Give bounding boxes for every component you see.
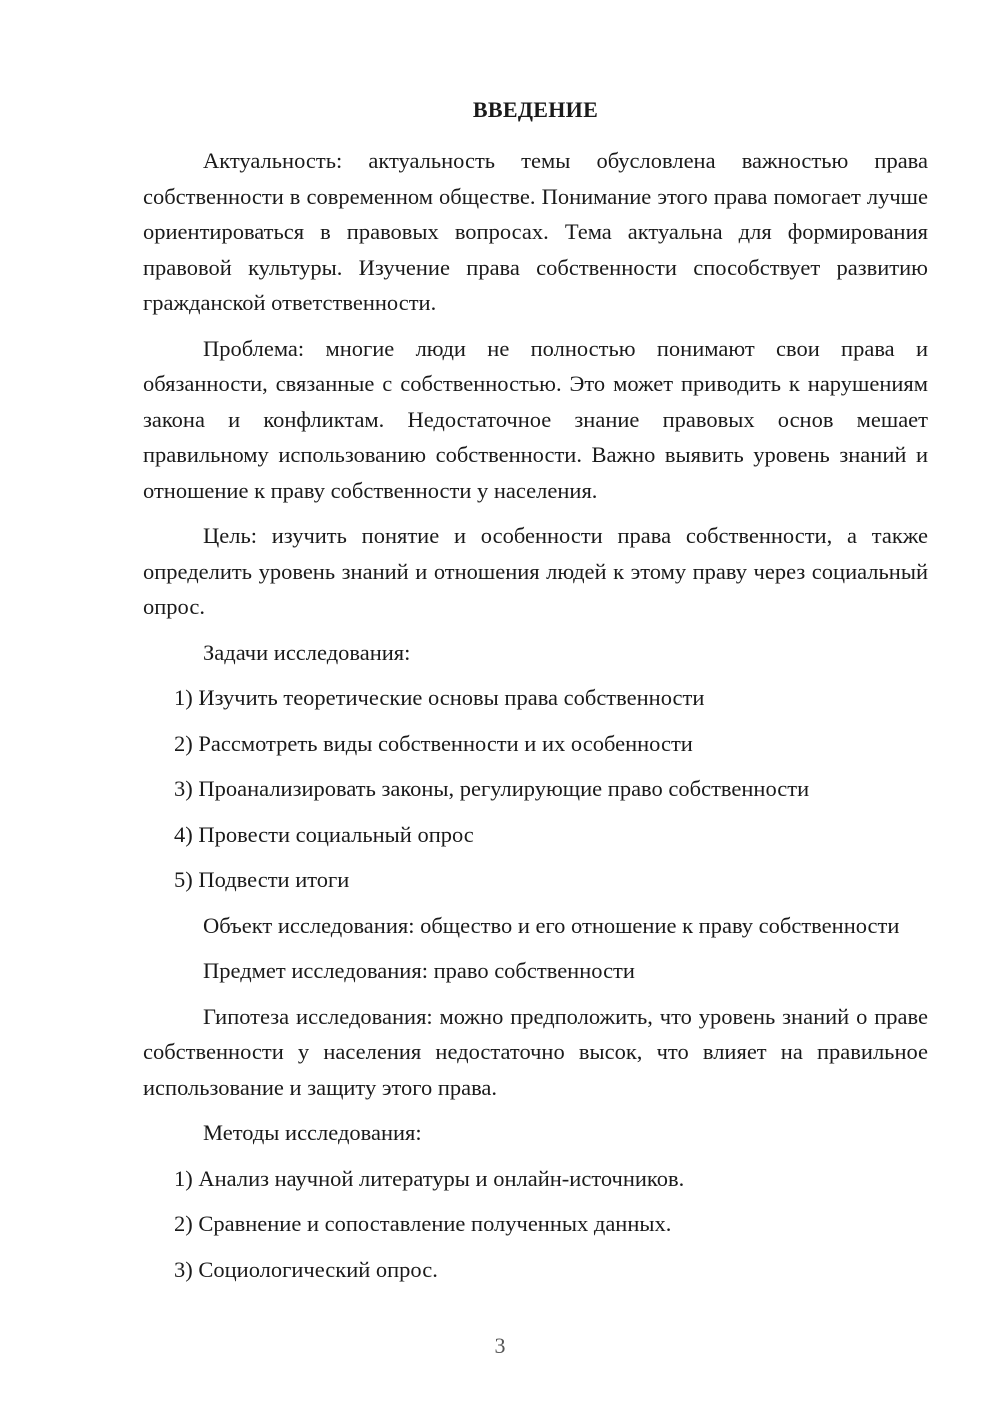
relevance-paragraph: Актуальность: актуальность темы обусловлена важностью права собственности в современном обществе. Понимание этого права помогает лучше ориентироваться в правовых вопросах. Тема актуальна для формирования правовой культуры. Изучение права собственности способствует развитию гражданской ответственности. (143, 148, 928, 315)
task-item: 1) Изучить теоретические основы права собственности (174, 685, 705, 710)
hypothesis-paragraph: Гипотеза исследования: можно предположить, что уровень знаний о праве собственности у населения недостаточно высок, что влияет на правильное использование и защиту этого права. (143, 1003, 928, 1100)
document-page (143, 94, 928, 1297)
page-title: ВВЕДЕНИЕ (472, 97, 599, 122)
object-paragraph: Объект исследования: общество и его отношение к праву собственности (203, 912, 900, 938)
methods-title: Методы исследования: (203, 1120, 422, 1145)
task-item: 2) Рассмотреть виды собственности и их особенности (174, 730, 693, 756)
method-item: 2) Сравнение и сопоставление полученных данных. (174, 1211, 672, 1236)
method-item: 3) Социологический опрос. (174, 1256, 438, 1282)
subject-line: Предмет исследования: право собственности (203, 958, 635, 983)
task-item: 4) Провести социальный опрос (174, 821, 474, 847)
goal-paragraph: Цель: изучить понятие и особенности права собственности, а также определить уровень знаний и отношения людей к этому праву через социальный опрос. (143, 523, 928, 619)
task-item: 3) Проанализировать законы, регулирующие право собственности (174, 776, 810, 801)
method-item: 1) Анализ научной литературы и онлайн-источников. (174, 1165, 685, 1191)
page-number: 3 (494, 1333, 506, 1358)
tasks-title: Задачи исследования: (203, 639, 411, 665)
task-item: 5) Подвести итоги (174, 867, 350, 892)
problem-paragraph: Проблема: многие люди не полностью понимают свои права и обязанности, связанные с собственностью. Это может приводить к нарушениям закона и конфликтам. Недостаточное знание правовых основ мешает правильному использованию собственности. Важно выявить уровень знаний и отношение к праву собственности у населения. (143, 335, 928, 503)
